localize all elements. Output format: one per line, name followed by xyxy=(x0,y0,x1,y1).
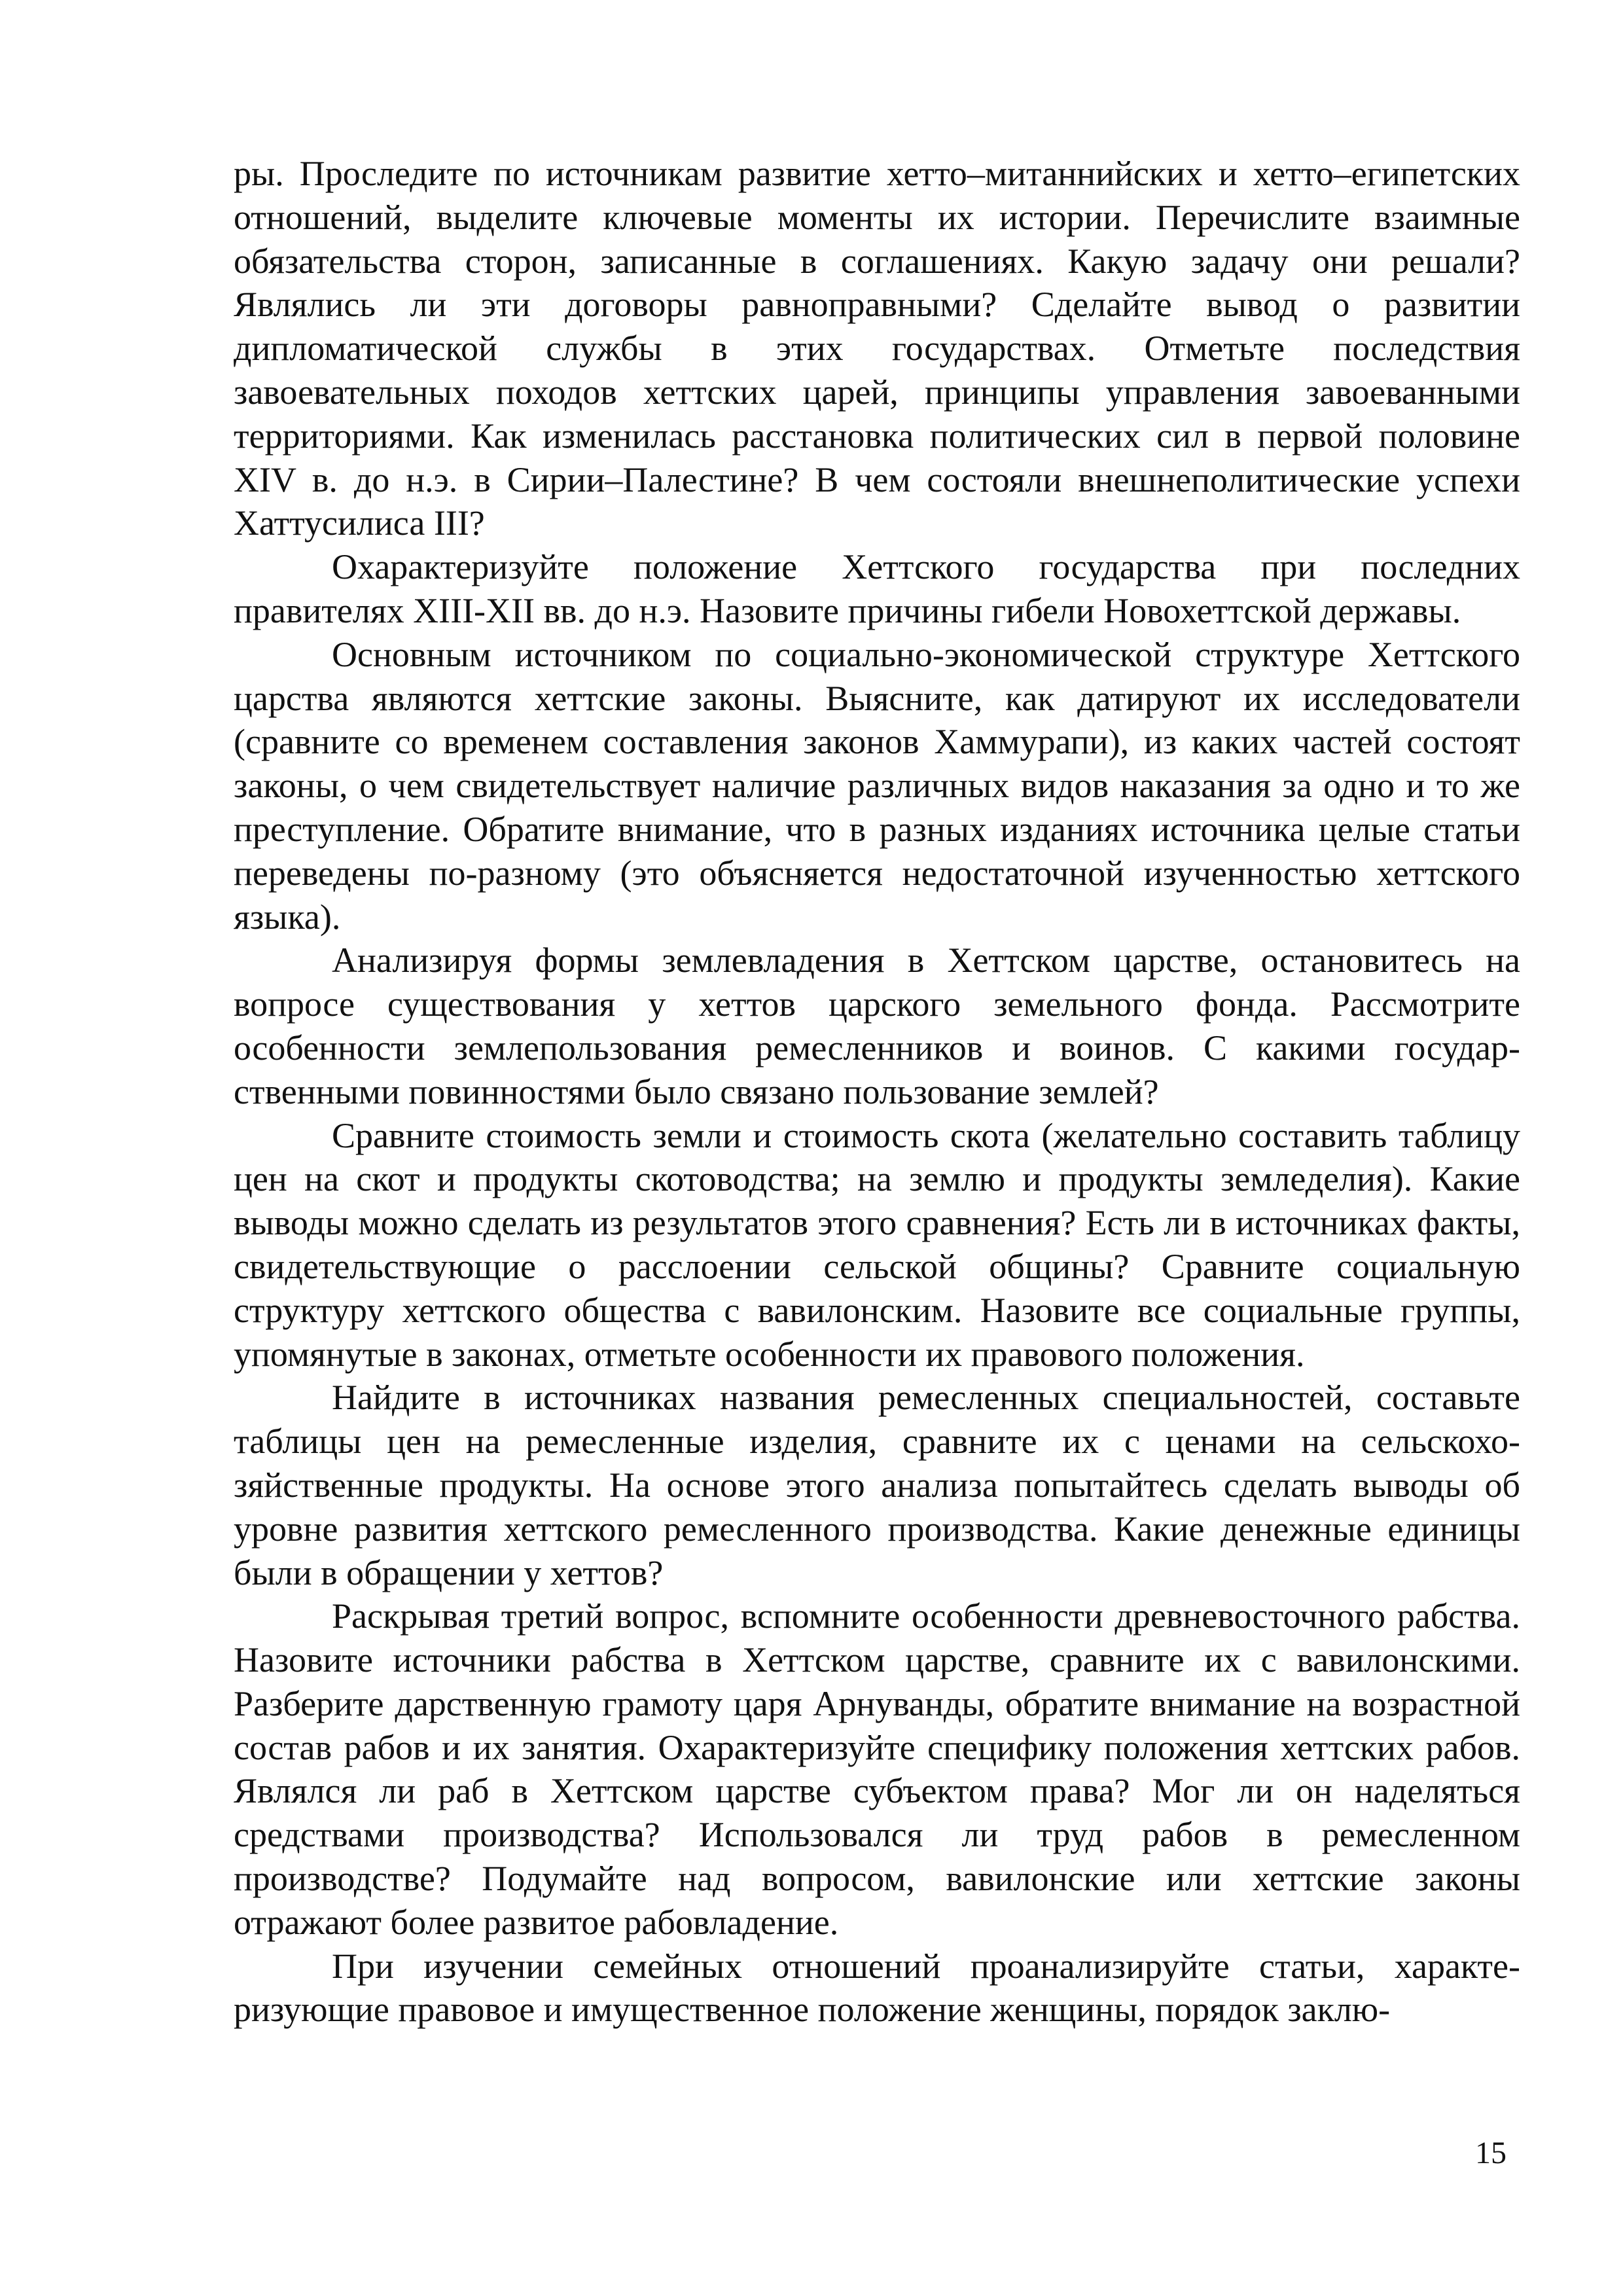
paragraph: Анализируя формы землевладения в Хеттском царстве, остановитесь на вопросе существования у хеттов царского земельного фонда. Рассмотрите особенности землепользования ремесленников и воинов. С какими государственными повинностями было связано пользование землей? xyxy=(234,941,1520,1111)
body-text xyxy=(234,152,1520,2032)
paragraph-continuation: ры. Проследите по источникам развитие хетто–митаннийских и хетто–египетских отношений, выделите ключевые моменты их истории. Перечислите взаимные обязательства сторон, записанные в соглашениях. Какую задачу они решали? Являлись ли эти договоры равноправными? Сделайте вывод о развитии дипломатической службы в этих государствах. Отметьте последствия завоевательных походов хеттских царей, принципы управления завоеванными территориями. Как изменилась расстановка политических сил в первой половине XIV в. до н.э. в Сирии–Палестине? В чем состояли внешнеполитические успехи Хаттусилиса III? xyxy=(234,154,1520,543)
paragraph: Найдите в источниках названия ремесленных специальностей, составьте таблицы цен на ремесленные изделия, сравните их с ценами на сельскохозяйственные продукты. На основе этого анализа попытайтесь сделать выводы об уровне развития хеттского ремесленного производства. Какие денежные единицы были в обращении у хеттов? xyxy=(234,1378,1520,1592)
page-number: 15 xyxy=(1475,2136,1507,2170)
paragraph: Сравните стоимость земли и стоимость скота (желательно составить таблицу цен на скот и продукты скотоводства; на землю и продукты земледелия). Какие выводы можно сделать из результатов этого сравнения? Есть ли в источниках факты, свидетельствующие о расслоении сельской общины? Сравните социальную структуру хеттского общества с вавилонским. Назовите все социальные группы, упомянутые в законах, отметьте особенности их правового положения. xyxy=(234,1115,1520,1374)
paragraph: При изучении семейных отношений проанализируйте статьи, характеризующие правовое и имущественное положение женщины, порядок заклю- xyxy=(234,1946,1520,2030)
paragraph: Основным источником по социально-экономической структуре Хеттского царства являются хеттские законы. Выясните, как датируют их исследователи (сравните со временем составления законов Хаммурапи), из каких частей состоят законы, о чем свидетельствует наличие различных видов наказания за одно и то же преступление. Обратите внимание, что в разных изданиях источника целые статьи переведены по-разному (это объясняется недостаточной изученностью хеттского языка). xyxy=(234,634,1520,937)
paragraph: Раскрывая третий вопрос, вспомните особенности древневосточного рабства. Назовите источники рабства в Хеттском царстве, сравните их с вавилонскими. Разберите дарственную грамоту царя Арнуванды, обратите внимание на возрастной состав рабов и их занятия. Охарактеризуйте специфику положения хеттских рабов. Являлся ли раб в Хеттском царстве субъектом права? Мог ли он наделяться средствами производства? Использовался ли труд рабов в ремесленном производстве? Подумайте над вопросом, вавилонские или хеттские законы отражают более развитое рабовладение. xyxy=(234,1596,1520,1942)
paragraph: Охарактеризуйте положение Хеттского государства при последних правителях XIII-XII вв. до н.э. Назовите причины гибели Новохеттской державы. xyxy=(234,547,1520,630)
